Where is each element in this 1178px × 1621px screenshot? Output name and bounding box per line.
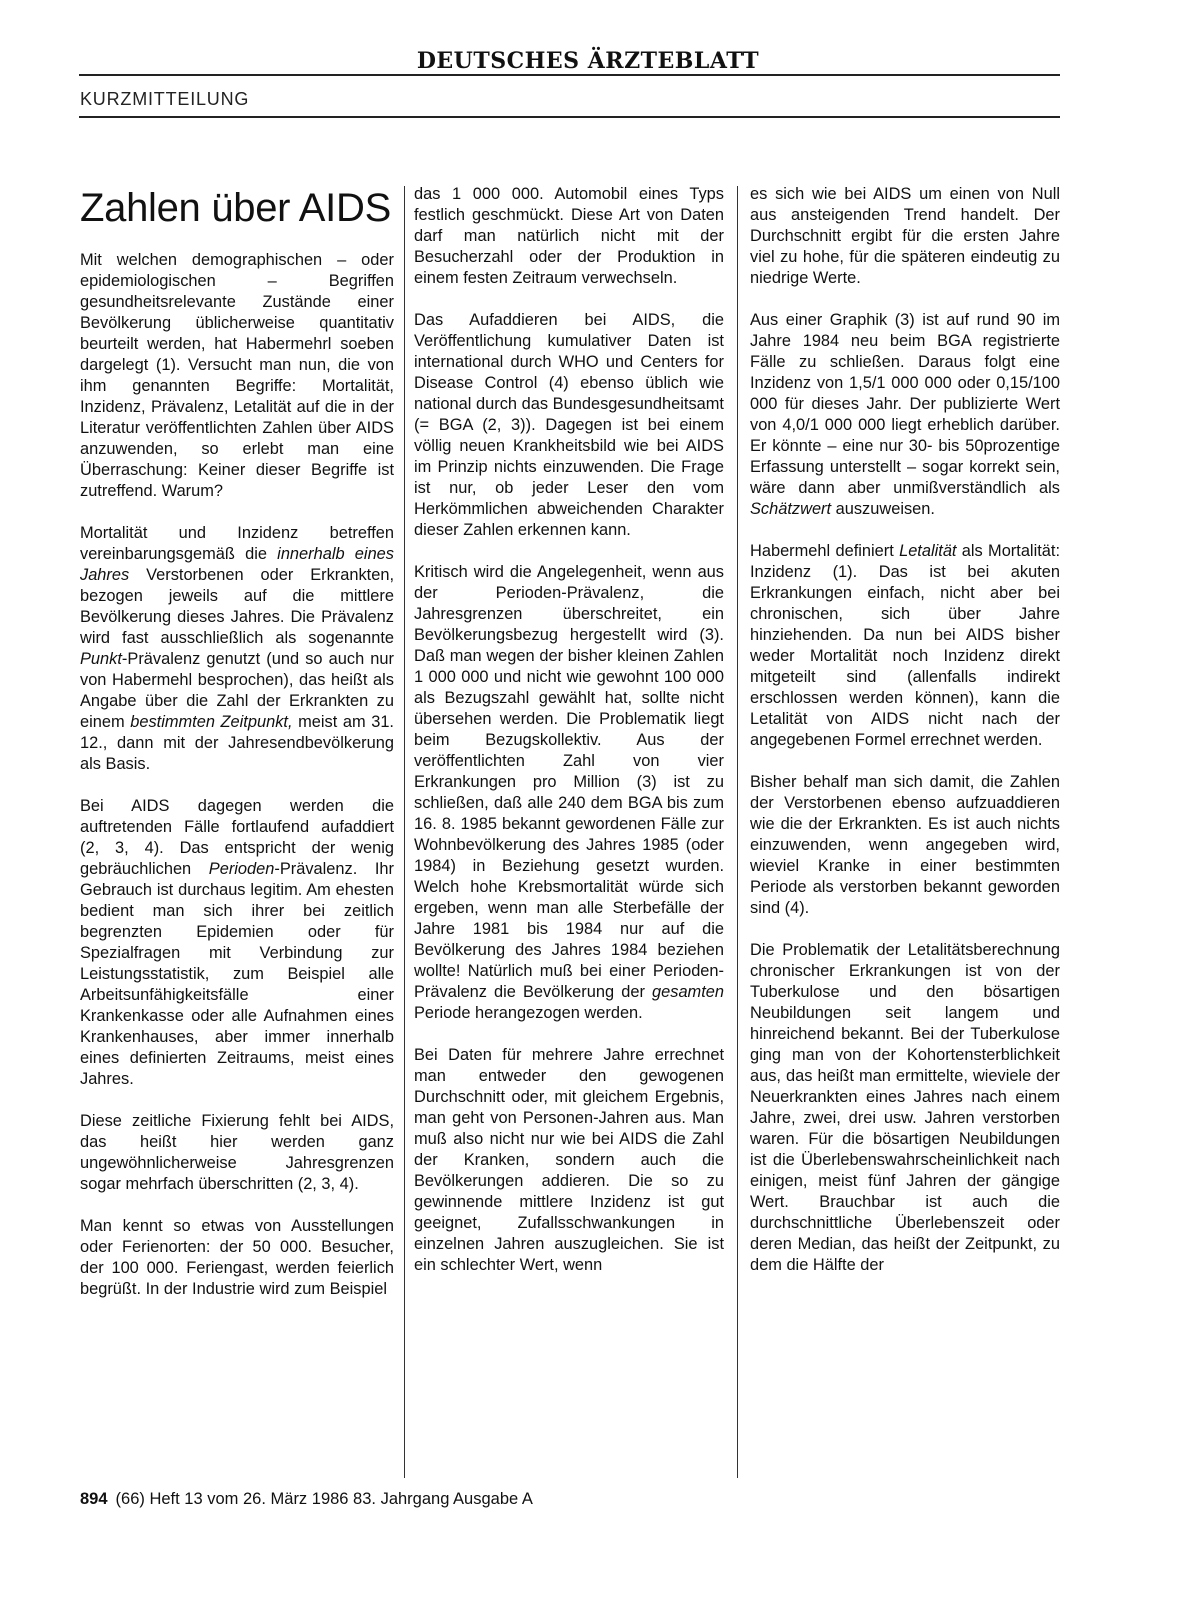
paragraph: Man kennt so etwas von Ausstellungen oder Ferienorten: der 50 000. Besucher, der 100 000. Feriengast, werden feierlich begrüßt. In der Industrie wird zum Beispiel bbox=[80, 1217, 394, 1298]
paragraph bbox=[750, 541, 1060, 751]
emphasis: bestimmten Zeitpunkt, bbox=[130, 713, 293, 731]
text: Habermehl definiert bbox=[750, 542, 900, 560]
column-divider-2 bbox=[737, 186, 738, 1478]
paragraph: Das Aufaddieren bei AIDS, die Veröffentlichung kumulativer Daten ist international durch WHO und Centers for Disease Control (4) ebenso üblich wie national durch das Bundesgesundheitsamt (= BGA (2, 3)). Dagegen ist bei einem völlig neuen Krankheitsbild wie bei AIDS im Prinzip nichts einzuwenden. Die Frage ist nur, ob jeder Leser den vom Herkömmlichen abweichenden Charakter dieser Zahlen erkennen kann. bbox=[414, 311, 724, 539]
text: meist am 31. 12., dann mit der Jahresendbevölkerung als Basis. bbox=[80, 713, 394, 773]
text: auszuweisen. bbox=[831, 500, 935, 518]
paragraph bbox=[414, 562, 724, 1024]
journal-masthead: DEUTSCHES ÄRZTEBLATT bbox=[416, 48, 760, 74]
paragraph: Bei Daten für mehrere Jahre errechnet man entweder den gewogenen Durchschnitt oder, mit gleichem Ergebnis, man geht von Personen-Jahren aus. Man muß also nicht nur wie bei AIDS die Zahl der Kranken, sondern auch die Bevölkerungen addieren. Die so zu gewinnende mittlere Inzidenz ist gut geeignet, Zufallsschwankungen in einzelnen Jahren auszugleichen. Sie ist ein schlechter Wert, wenn bbox=[414, 1046, 724, 1274]
text: Mortalität und Inzidenz betreffen vereinbarungsgemäß die bbox=[80, 524, 394, 563]
emphasis: Schätzwert bbox=[750, 500, 832, 518]
emphasis: Punkt bbox=[80, 650, 122, 668]
text: Verstorbenen oder Erkrankten, bezogen jeweils auf die mittlere Bevölkerung dieses Jahres. Die Prävalenz wird fast ausschließlich als sogenannte bbox=[80, 566, 394, 647]
header-rule-top bbox=[79, 74, 1060, 76]
paragraph: Die Problematik der Letalitätsberechnung chronischer Erkrankungen ist von der Tuberkulose und den bösartigen Neubildungen seit langem und hinreichend bekannt. Bei der Tuberkulose ging man von der Kohortensterblichkeit aus, das heißt man ermittelte, wieviele der Neuerkrankten eines Jahres nach einem Jahre, zwei, drei usw. Jahren verstorben waren. Für die bösartigen Neubildungen ist die Überlebenswahrscheinlichkeit nach einigen, meist fünf Jahren der gängige Wert. Brauchbar ist auch die durchschnittliche Überlebenszeit oder deren Median, das heißt der Zeitpunkt, zu dem die Hälfte der bbox=[750, 941, 1060, 1274]
text: -Prävalenz. Ihr Gebrauch ist durchaus legitim. Am ehesten bedient man sich ihrer bei zeitlich begrenzten Epidemien oder für Spezialfragen mit Verbindung zur Leistungsstatistik, zum Beispiel alle Arbeitsunfähigkeitsfälle einer Krankenkasse oder alle Aufnahmen eines Krankenhauses, aber immer innerhalb eines definierten Zeitraums, meist eines Jahres. bbox=[80, 860, 394, 1088]
paragraph: es sich wie bei AIDS um einen von Null aus ansteigenden Trend handelt. Der Durchschnitt ergibt für die ersten Jahre viel zu hohe, für die späteren eindeutig zu niedrige Werte. bbox=[750, 185, 1060, 287]
paragraph: Diese zeitliche Fixierung fehlt bei AIDS, das heißt hier werden ganz ungewöhnlicherweise Jahresgrenzen sogar mehrfach überschritten (2, 3, 4). bbox=[80, 1112, 394, 1193]
emphasis: innerhalb eines Jahres bbox=[80, 545, 394, 584]
column-divider-1 bbox=[404, 186, 405, 1478]
paragraph: das 1 000 000. Automobil eines Typs festlich geschmückt. Diese Art von Daten darf man natürlich nicht mit der Besucherzahl oder der Produktion in einem festen Zeitraum verwechseln. bbox=[414, 185, 724, 287]
header-rule-bottom bbox=[79, 116, 1060, 118]
section-label: KURZMITTEILUNG bbox=[80, 89, 250, 109]
article-title: Zahlen über AIDS bbox=[80, 186, 391, 230]
emphasis: Letalität bbox=[899, 542, 957, 560]
paragraph: Bisher behalf man sich damit, die Zahlen der Verstorbenen ebenso aufzuaddieren wie die der Erkrankten. Es ist auch nichts einzuwenden, wenn angegeben wird, wieviel Kranke in einer bestimmten Periode als verstorben bekannt geworden sind (4). bbox=[750, 773, 1060, 917]
page-footer bbox=[80, 1490, 533, 1509]
emphasis: gesamten bbox=[652, 983, 724, 1001]
article-column-1 bbox=[80, 186, 394, 1300]
text: Kritisch wird die Angelegenheit, wenn aus der Perioden-Prävalenz, die Jahresgrenzen überschreitet, ein Bevölkerungsbezug hergestellt wird (3). Daß man wegen der bisher kleinen Zahlen 1 000 000 und nicht wie gewohnt 100 000 als Bezugszahl gewählt hat, sollte nicht übersehen werden. Die Problematik liegt beim Bezugskollektiv. Aus der veröffentlichten Zahl von vier Erkrankungen pro Million (3) ist zu schließen, daß alle 240 dem BGA bis zum 16. 8. 1985 bekannt gewordenen Fälle zur Wohnbevölkerung des Jahres 1985 (oder 1984) in Beziehung gesetzt wurden. Welch hohe Krebsmortalität würde sich ergeben, wenn man alle Sterbefälle der Jahre 1981 bis 1984 nur auf die Bevölkerung des Jahres 1984 beziehen wollte! Natürlich muß bei einer Perioden-Prävalenz die Bevölkerung der bbox=[414, 563, 724, 1001]
article-column-3 bbox=[750, 184, 1060, 1276]
paragraph bbox=[750, 310, 1060, 520]
paragraph: Mit welchen demographischen – oder epidemiologischen – Begriffen gesundheitsrelevante Zustände einer Bevölkerung üblicherweise quantitativ beurteilt werden, hat Habermehrl soeben dargelegt (1). Versucht man nun, die von ihm genannten Begriffe: Mortalität, Inzidenz, Prävalenz, Letalität auf die in der Literatur veröffentlichten Zahlen über AIDS anzuwenden, so erlebt man eine Überraschung: Keiner dieser Begriffe ist zutreffend. Warum? bbox=[80, 251, 394, 500]
emphasis: Perioden bbox=[208, 860, 275, 878]
page-number: 894 bbox=[80, 1490, 108, 1508]
text: -Prävalenz genutzt (und so auch nur von Habermehl besprochen), das heißt als Angabe über die Zahl der Erkrankten zu einem bbox=[80, 650, 394, 731]
article-column-2 bbox=[414, 184, 724, 1276]
text: Aus einer Graphik (3) ist auf rund 90 im Jahre 1984 neu beim BGA registrierte Fälle zu schließen. Daraus folgt eine Inzidenz von 1,5/1 000 000 oder 0,15/100 000 für dieses Jahr. Der publizierte Wert von 4,0/1 000 000 liegt erheblich darüber. Er könnte – eine nur 30- bis 50prozentige Erfassung unterstellt – sogar korrekt sein, wäre dann aber unmißverständlich als bbox=[750, 311, 1060, 497]
text: Bei AIDS dagegen werden die auftretenden Fälle fortlaufend aufaddiert (2, 3, 4). Das entspricht der wenig gebräuchlichen bbox=[80, 797, 394, 878]
text: als Mortalität: Inzidenz (1). Das ist bei akuten Erkrankungen einfach, nicht aber bei chronischen, sich über Jahre hinziehenden. Da nun bei AIDS bisher weder Mortalität noch Inzidenz direkt mitgeteilt sind (allenfalls indirekt erschlossen werden können), kann die Letalität von AIDS nicht nach der angegebenen Formel errechnet werden. bbox=[750, 542, 1060, 749]
issue-info: (66) Heft 13 vom 26. März 1986 83. Jahrgang Ausgabe A bbox=[115, 1490, 533, 1508]
paragraph bbox=[80, 796, 394, 1090]
paragraph bbox=[80, 523, 394, 775]
text: Periode herangezogen werden. bbox=[414, 1004, 643, 1022]
